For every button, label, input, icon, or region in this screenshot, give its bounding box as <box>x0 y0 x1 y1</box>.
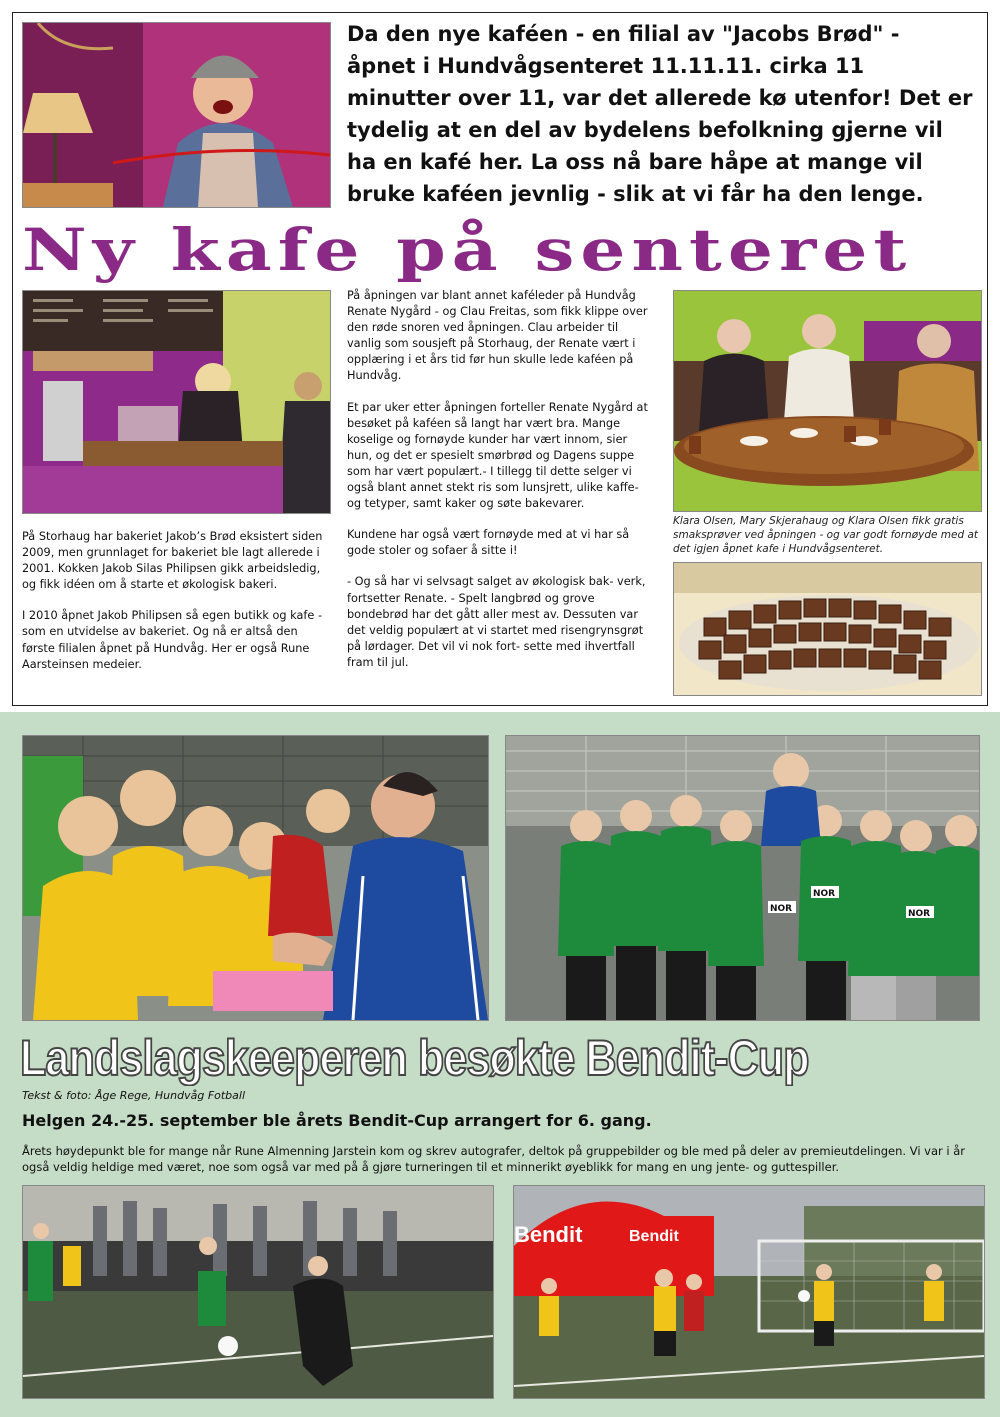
col2-paragraph: Kundene har også vært fornøyde med at vi har så gode stoler og sofaer å sitte i! <box>347 528 630 558</box>
cafe-column-2 <box>347 288 652 686</box>
photo-brownies <box>673 562 982 696</box>
jersey-sponsor-text: NOR <box>770 904 793 914</box>
lede-paragraph: Da den nye kaféen - en filial av "Jacobs Brød" - åpnet i Hundvågsenteret 11.11.11. cirka 11 minutter over 11, var det allerede kø utenfor! Det er tydelig at en del av bydelens befolkning gjerne vil ha en kafé her. La oss nå bare håpe at mange vil bruke kaféen jevnlig - slik at vi får ha den lenge. <box>347 22 973 206</box>
col1-paragraph: På Storhaug har bakeriet Jakob’s Brød eksistert siden 2009, men grunnlaget for bakeriet ble lagt allerede i 2001. Kokken Jakob Silas Philipsen gikk arbeidsledig, og fikk idéen om å starte et økologisk bakeri. <box>22 530 323 592</box>
photo-bakery-counter <box>22 290 331 514</box>
jersey-sponsor-text: NOR <box>908 909 931 919</box>
cafe-column-1 <box>22 529 329 688</box>
photo-match-action-2 <box>513 1185 985 1399</box>
cafe-headline: Ny kafe på senteret <box>22 216 913 284</box>
photo-credit: Tekst & foto: Åge Rege, Hundvåg Fotball <box>22 1089 246 1102</box>
photo-green-team <box>505 735 980 1021</box>
photo-ribbon-cutting <box>22 22 331 208</box>
football-subhead: Helgen 24.-25. september ble årets Bendit-Cup arrangert for 6. gang. <box>22 1111 652 1130</box>
guests-photo-caption: Klara Olsen, Mary Skjerahaug og Klara Olsen fikk gratis smaksprøver ved åpningen - og var godt fornøyde med at det igjen åpnet kafe i Hundvågsenteret. <box>673 515 979 555</box>
col2-paragraph: Et par uker etter åpningen forteller Renate Nygård at besøket på kaféen så langt har vært bra. Mange koselige og fornøyde kunder har vært innom, sier hun, og det er spesielt smørbrød og Dagens suppe som har vært populært.- I tillegg til dette selger vi også blant annet stekt ris som lunsjrett, ulike kaffe- og tetyper, samt kaker og søte bakevarer. <box>347 400 648 511</box>
col2-paragraph: - Og så har vi selvsagt salget av økologisk bak- verk, fortsetter Renate. - Spelt langbrød og grove bondebrød har det gått aller mest av. Dessuten var det veldig populært at vi startet med risengrynsgrøt på lørdager. Det vil vi nok fort- sette med ihvertfall fram til jul. <box>347 575 646 669</box>
football-headline: Landslagskeeperen besøkte Bendit-Cup <box>20 1030 809 1086</box>
photo-match-action-1 <box>22 1185 494 1399</box>
photo-guests-at-table <box>673 290 982 512</box>
col1-paragraph: I 2010 åpnet Jakob Philipsen så egen butikk og kafe - som en utvidelse av bakeriet. Og nå er altså den første filialen åpnet på Hundvåg. Her er også Rune Aarsteinsen medeier. <box>22 609 323 671</box>
football-intro: Årets høydepunkt ble for mange når Rune Almenning Jarstein kom og skrev autografer, deltok på gruppebilder og ble med på deler av premieutdelingen. Vi var i år også veldig heldige med været, noe som også var med på å gjøre turneringen til et minnerikt øyeblikk for mang en ung jente- og guttespiller. <box>22 1144 966 1174</box>
col2-paragraph: På åpningen var blant annet kaféleder på Hundvåg Renate Nygård - og Clau Freitas, som fikk klippe over den røde snoren ved åpningen. Clau arbeider til vanlig som sousjeft på Storhaug, der Renate vært i opplæring i et års tid før hun skulle lede kaféen på Hundvåg. <box>347 289 648 383</box>
tent-sponsor-text: Bendit <box>514 1222 583 1247</box>
photo-handshake <box>22 735 489 1021</box>
jersey-sponsor-text: NOR <box>813 889 836 899</box>
tent-sponsor-text: Bendit <box>629 1228 679 1245</box>
